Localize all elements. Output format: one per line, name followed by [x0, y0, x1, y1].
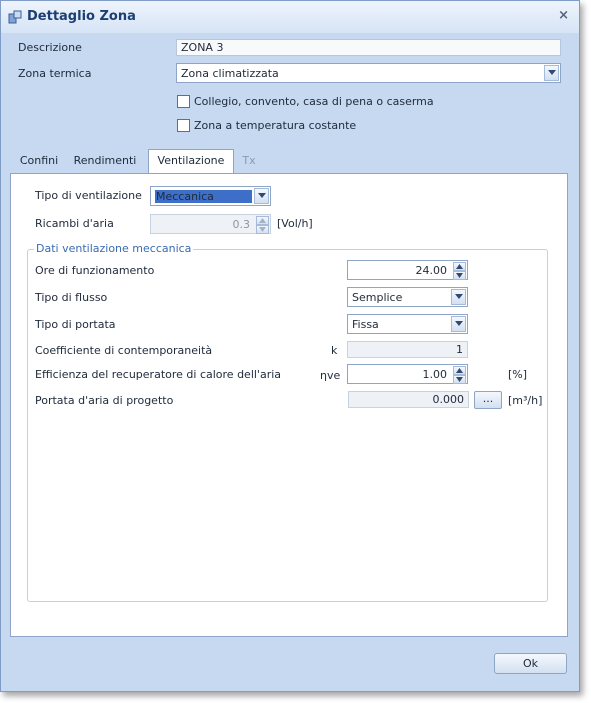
- collegio-checkbox[interactable]: [177, 95, 190, 108]
- spin-down-icon[interactable]: [453, 375, 466, 384]
- efficienza-spin: [453, 366, 466, 384]
- ore-spin: [453, 262, 466, 280]
- tab-confini[interactable]: Confini: [19, 154, 59, 167]
- spin-up-icon[interactable]: [256, 216, 269, 225]
- tipo-flusso-value: Semplice: [352, 291, 403, 304]
- temperatura-costante-label: Zona a temperatura costante: [194, 119, 357, 132]
- descrizione-label: Descrizione: [18, 41, 82, 54]
- tipo-flusso-select[interactable]: [347, 287, 468, 307]
- descrizione-input[interactable]: ZONA 3: [176, 39, 561, 56]
- group-title: Dati ventilazione meccanica: [36, 242, 192, 255]
- tab-ventilazione[interactable]: Ventilazione: [148, 149, 234, 173]
- ore-funzionamento-stepper[interactable]: [347, 260, 468, 280]
- temperatura-costante-checkbox[interactable]: [177, 119, 190, 132]
- zone-app-icon: [8, 10, 22, 24]
- zona-termica-value: Zona climatizzata: [181, 67, 279, 80]
- collegio-checkbox-label: Collegio, convento, casa di pena o caserma: [194, 95, 434, 108]
- tab-rendimenti[interactable]: Rendimenti: [73, 154, 137, 167]
- spin-up-icon[interactable]: [453, 262, 466, 271]
- efficienza-unit: [%]: [508, 368, 528, 381]
- tipo-ventilazione-label: Tipo di ventilazione: [35, 189, 142, 202]
- coefficiente-value: 1: [347, 341, 468, 358]
- portata-progetto-unit: [m³/h]: [508, 394, 543, 407]
- tipo-ventilazione-value: Meccanica: [155, 190, 252, 203]
- portata-progetto-value: 0.000: [348, 391, 469, 408]
- zona-termica-label: Zona termica: [18, 67, 92, 80]
- ore-funzionamento-label: Ore di funzionamento: [35, 264, 155, 277]
- chevron-down-icon[interactable]: [544, 65, 559, 81]
- tipo-portata-label: Tipo di portata: [35, 318, 116, 331]
- zona-termica-select[interactable]: [176, 63, 561, 83]
- spin-up-icon[interactable]: [453, 366, 466, 375]
- tab-tx[interactable]: Tx: [242, 154, 256, 167]
- ricambi-spin: [256, 216, 269, 234]
- spin-down-icon[interactable]: [256, 225, 269, 234]
- portata-calcola-button[interactable]: ...: [474, 391, 502, 409]
- efficienza-symbol: ηve: [320, 369, 341, 382]
- ricambi-unit: [Vol/h]: [277, 217, 313, 230]
- tipo-portata-select[interactable]: [347, 314, 468, 334]
- tipo-portata-value: Fissa: [352, 318, 379, 331]
- tipo-flusso-label: Tipo di flusso: [35, 291, 108, 304]
- efficienza-stepper[interactable]: [347, 364, 468, 384]
- close-icon[interactable]: ×: [558, 8, 569, 23]
- portata-progetto-label: Portata d'aria di progetto: [35, 394, 174, 407]
- ok-button[interactable]: Ok: [494, 653, 567, 674]
- ricambi-label: Ricambi d'aria: [35, 217, 114, 230]
- chevron-down-icon[interactable]: [451, 316, 466, 332]
- chevron-down-icon[interactable]: [451, 289, 466, 305]
- tab-strip: [10, 149, 568, 173]
- ore-funzionamento-value: 24.00: [415, 264, 447, 277]
- spin-down-icon[interactable]: [453, 271, 466, 280]
- efficienza-label: Efficienza del recuperatore di calore dell'aria: [35, 368, 282, 381]
- coefficiente-label: Coefficiente di contemporaneità: [35, 344, 213, 357]
- chevron-down-icon[interactable]: [254, 188, 269, 204]
- tipo-ventilazione-select[interactable]: [150, 186, 271, 206]
- ricambi-stepper[interactable]: [150, 214, 271, 234]
- coefficiente-symbol: k: [331, 344, 338, 357]
- efficienza-value: 1.00: [422, 368, 447, 381]
- window-title: Dettaglio Zona: [27, 9, 136, 24]
- title-bar[interactable]: [1, 1, 579, 33]
- ricambi-value: 0.3: [232, 218, 250, 231]
